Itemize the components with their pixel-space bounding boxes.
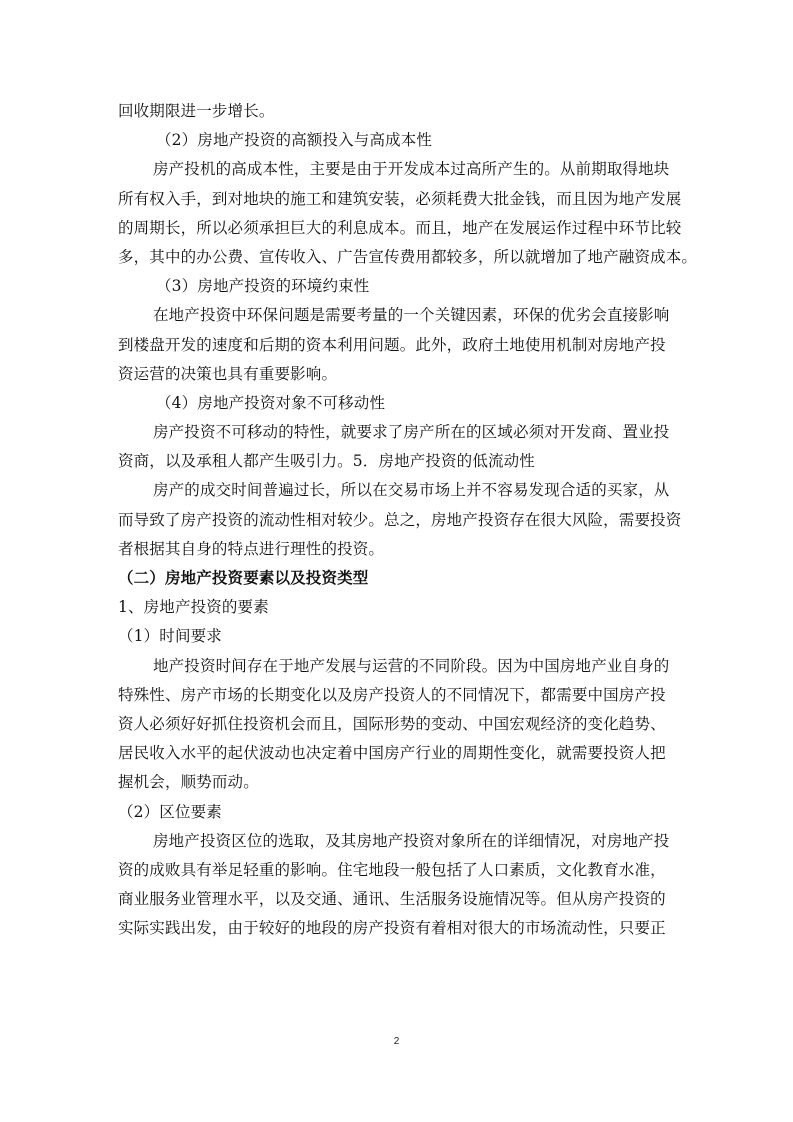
page-number: 2 <box>393 1036 400 1047</box>
paragraph-line: 握机会，顺势而动。 <box>118 773 259 792</box>
subsection-heading: （2）区位要素 <box>118 802 222 821</box>
paragraph-line: 者根据其自身的特点进行理性的投资。 <box>118 539 385 558</box>
paragraph-line: 资人必须好好抓住投资机会而且，国际形势的变动、中国宏观经济的变化趋势、 <box>118 714 666 733</box>
paragraph-line: 所有权入手，到对地块的施工和建筑安装，必须耗费大批金钱，而且因为地产发展 <box>118 189 682 208</box>
paragraph-line: 资商，以及承租人都产生吸引力。5．房地产投资的低流动性 <box>118 452 535 471</box>
paragraph-line: 地产投资时间存在于地产发展与运营的不同阶段。因为中国房地产业自身的 <box>153 656 670 675</box>
subsection-heading: 1、房地产投资的要素 <box>118 598 269 617</box>
paragraph-line: 房地产投资区位的选取，及其房地产投资对象所在的详细情况，对房地产投 <box>153 831 670 850</box>
paragraph-line: 多，其中的办公费、宣传收入、广告宣传费用都较多，所以就增加了地产融资成本。 <box>118 247 698 266</box>
paragraph-line: 居民收入水平的起伏波动也决定着中国房产行业的周期性变化，就需要投资人把 <box>118 744 666 763</box>
paragraph-line: 在地产投资中环保问题是需要考量的一个关键因素，环保的优劣会直接影响 <box>153 306 670 325</box>
paragraph-line: 资运营的决策也具有重要影响。 <box>118 364 338 383</box>
paragraph-line: 房产的成交时间普遍过长，所以在交易市场上并不容易发现合适的买家，从 <box>153 481 670 500</box>
subsection-heading: （2）房地产投资的高额投入与高成本性 <box>156 131 433 150</box>
paragraph-line: 特殊性、房产市场的长期变化以及房产投资人的不同情况下，都需要中国房产投 <box>118 685 666 704</box>
paragraph-line: 到楼盘开发的速度和后期的资本利用问题。此外，政府土地使用机制对房地产投 <box>118 335 666 354</box>
body-text <box>118 97 698 943</box>
paragraph-line: 实际实践出发，由于较好的地段的房产投资有着相对很大的市场流动性，只要正 <box>118 919 666 938</box>
paragraph-line: 房产投机的高成本性，主要是由于开发成本过高所产生的。从前期取得地块 <box>153 160 670 179</box>
paragraph-line: 的周期长，所以必须承担巨大的利息成本。而且，地产在发展运作过程中环节比较 <box>118 218 682 237</box>
paragraph-line: 回收期限进一步增长。 <box>118 102 275 120</box>
paragraph-line: 商业服务业管理水平，以及交通、通讯、生活服务设施情况等。但从房产投资的 <box>118 890 666 909</box>
paragraph-line: 资的成败具有举足轻重的影响。住宅地段一般包括了人口素质，文化教育水准， <box>118 860 666 879</box>
section-heading: （二）房地产投资要素以及投资类型 <box>118 569 369 587</box>
subsection-heading: （4）房地产投资对象不可移动性 <box>156 393 386 412</box>
paragraph-line: 房产投资不可移动的特性，就要求了房产所在的区域必须对开发商、置业投 <box>153 423 670 442</box>
subsection-heading: （3）房地产投资的环境约束性 <box>156 277 370 296</box>
subsection-heading: （1）时间要求 <box>118 627 222 646</box>
paragraph-line: 而导致了房产投资的流动性相对较少。总之，房地产投资存在很大风险，需要投资 <box>118 510 682 529</box>
